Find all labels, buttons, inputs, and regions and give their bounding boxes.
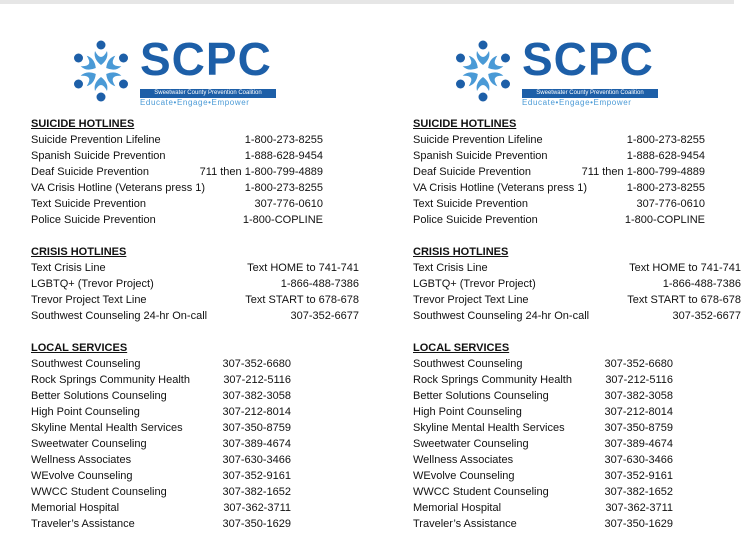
resource-card-right (413, 0, 743, 560)
section-title: SUICIDE HOTLINES (413, 118, 517, 130)
phone-number: 1-800-273-8255 (626, 182, 705, 194)
list-item (31, 212, 361, 228)
list-item (413, 180, 743, 196)
service-name: Southwest Counseling (413, 358, 523, 370)
phone-number: Text START to 678-678 (627, 294, 741, 306)
phone-number: 307-350-8759 (222, 422, 291, 434)
list-item (413, 484, 743, 500)
list-item (413, 260, 743, 276)
suicide-hotlines-section (31, 116, 361, 228)
section-title: LOCAL SERVICES (31, 342, 128, 354)
service-name: Memorial Hospital (413, 502, 502, 514)
service-name: Southwest Counseling (31, 358, 141, 370)
list-item (31, 452, 361, 468)
service-name: Better Solutions Counseling (413, 390, 549, 402)
phone-number: 1-800-COPLINE (624, 214, 705, 226)
list-item (413, 132, 743, 148)
phone-number: 307-350-8759 (604, 422, 673, 434)
service-name: Deaf Suicide Prevention (31, 166, 150, 178)
logo-full-name: Sweetwater County Prevention Coalition (522, 89, 658, 98)
list-item (413, 468, 743, 484)
list-item (31, 468, 361, 484)
phone-number: 307-630-3466 (222, 454, 291, 466)
phone-number: 307-350-1629 (222, 518, 291, 530)
phone-number: 307-382-3058 (604, 390, 673, 402)
service-name: Rock Springs Community Health (413, 374, 572, 386)
people-circle-icon (450, 38, 516, 104)
phone-number: 1-888-628-9454 (626, 150, 705, 162)
list-item (413, 372, 743, 388)
phone-number: 1-888-628-9454 (244, 150, 323, 162)
service-name: Deaf Suicide Prevention (413, 166, 532, 178)
phone-number: 1-866-488-7386 (280, 278, 359, 290)
logo-tagline: Educate•Engage•Empower (522, 98, 632, 107)
phone-number: 307-352-6680 (604, 358, 673, 370)
list-item (31, 388, 361, 404)
service-name: WEvolve Counseling (413, 470, 515, 482)
service-name: Southwest Counseling 24-hr On-call (31, 310, 208, 322)
list-item (31, 292, 361, 308)
phone-number: 1-800-273-8255 (626, 134, 705, 146)
list-item (31, 500, 361, 516)
service-name: Text Crisis Line (31, 262, 106, 274)
list-item (31, 484, 361, 500)
section-title: CRISIS HOTLINES (31, 246, 127, 258)
section-title: LOCAL SERVICES (413, 342, 510, 354)
local-services-section (31, 340, 361, 532)
phone-number: 307-362-3711 (605, 502, 673, 514)
list-item (413, 356, 743, 372)
service-name: High Point Counseling (31, 406, 140, 418)
phone-number: 1-866-488-7386 (662, 278, 741, 290)
crisis-hotlines-section (413, 244, 743, 324)
phone-number: 307-352-9161 (222, 470, 291, 482)
phone-number: 307-212-5116 (605, 374, 673, 386)
service-name: Skyline Mental Health Services (31, 422, 183, 434)
list-item (413, 148, 743, 164)
service-name: Police Suicide Prevention (31, 214, 156, 226)
list-item (31, 356, 361, 372)
list-item (413, 436, 743, 452)
service-name: Text Suicide Prevention (413, 198, 528, 210)
phone-number: 307-350-1629 (604, 518, 673, 530)
phone-number: 307-382-1652 (222, 486, 291, 498)
list-item (413, 164, 743, 180)
service-name: VA Crisis Hotline (Veterans press 1) (413, 182, 588, 194)
service-name: Traveler’s Assistance (31, 518, 135, 530)
phone-number: 307-352-6677 (290, 310, 359, 322)
phone-number: Text HOME to 741-741 (629, 262, 741, 274)
section-title: SUICIDE HOTLINES (31, 118, 135, 130)
scpc-logo (68, 33, 318, 108)
list-item (413, 420, 743, 436)
service-name: Spanish Suicide Prevention (31, 150, 166, 162)
phone-number: 307-776-0610 (636, 198, 705, 210)
service-name: Wellness Associates (31, 454, 132, 466)
list-item (413, 276, 743, 292)
phone-number: 307-389-4674 (222, 438, 291, 450)
phone-number: 307-212-5116 (223, 374, 291, 386)
phone-number: Text HOME to 741-741 (247, 262, 359, 274)
list-item (31, 436, 361, 452)
service-name: Traveler’s Assistance (413, 518, 517, 530)
service-name: VA Crisis Hotline (Veterans press 1) (31, 182, 206, 194)
local-services-section (413, 340, 743, 532)
resource-card-left (31, 0, 361, 560)
service-name: Spanish Suicide Prevention (413, 150, 548, 162)
phone-number: 307-630-3466 (604, 454, 673, 466)
list-item (413, 292, 743, 308)
phone-number: 1-800-273-8255 (244, 182, 323, 194)
list-item (413, 500, 743, 516)
list-item (31, 132, 361, 148)
service-name: Memorial Hospital (31, 502, 120, 514)
phone-number: 307-352-6677 (672, 310, 741, 322)
list-item (31, 148, 361, 164)
service-name: Wellness Associates (413, 454, 514, 466)
phone-number: Text START to 678-678 (245, 294, 359, 306)
logo-acronym: SCPC (140, 33, 272, 85)
service-name: Southwest Counseling 24-hr On-call (413, 310, 590, 322)
service-name: Better Solutions Counseling (31, 390, 167, 402)
service-name: Sweetwater Counseling (31, 438, 147, 450)
service-name: Suicide Prevention Lifeline (31, 134, 161, 146)
list-item (31, 404, 361, 420)
list-item (413, 196, 743, 212)
list-item (31, 308, 361, 324)
service-name: Skyline Mental Health Services (413, 422, 565, 434)
service-name: Rock Springs Community Health (31, 374, 190, 386)
list-item (31, 260, 361, 276)
phone-number: 307-776-0610 (254, 198, 323, 210)
logo-full-name: Sweetwater County Prevention Coalition (140, 89, 276, 98)
service-name: LGBTQ+ (Trevor Project) (413, 278, 536, 290)
phone-number: 711 then 1-800-799-4889 (199, 166, 323, 178)
list-item (31, 164, 361, 180)
list-item (413, 388, 743, 404)
service-name: Suicide Prevention Lifeline (413, 134, 543, 146)
list-item (413, 212, 743, 228)
list-item (413, 308, 743, 324)
list-item (413, 452, 743, 468)
people-circle-icon (68, 38, 134, 104)
phone-number: 307-382-1652 (604, 486, 673, 498)
phone-number: 307-212-8014 (222, 406, 291, 418)
list-item (413, 516, 743, 532)
list-item (31, 516, 361, 532)
service-name: Sweetwater Counseling (413, 438, 529, 450)
service-name: Trevor Project Text Line (413, 294, 529, 306)
service-name: WWCC Student Counseling (31, 486, 167, 498)
crisis-hotlines-section (31, 244, 361, 324)
logo-acronym: SCPC (522, 33, 654, 85)
list-item (31, 196, 361, 212)
list-item (31, 372, 361, 388)
service-name: High Point Counseling (413, 406, 522, 418)
phone-number: 711 then 1-800-799-4889 (581, 166, 705, 178)
service-name: LGBTQ+ (Trevor Project) (31, 278, 154, 290)
service-name: WEvolve Counseling (31, 470, 133, 482)
phone-number: 307-382-3058 (222, 390, 291, 402)
phone-number: 307-362-3711 (223, 502, 291, 514)
list-item (31, 420, 361, 436)
scpc-logo (450, 33, 700, 108)
suicide-hotlines-section (413, 116, 743, 228)
section-title: CRISIS HOTLINES (413, 246, 509, 258)
logo-tagline: Educate•Engage•Empower (140, 98, 250, 107)
phone-number: 307-212-8014 (604, 406, 673, 418)
service-name: Text Crisis Line (413, 262, 488, 274)
phone-number: 1-800-273-8255 (244, 134, 323, 146)
service-name: Police Suicide Prevention (413, 214, 538, 226)
phone-number: 307-352-9161 (604, 470, 673, 482)
list-item (413, 404, 743, 420)
list-item (31, 180, 361, 196)
phone-number: 1-800-COPLINE (242, 214, 323, 226)
phone-number: 307-352-6680 (222, 358, 291, 370)
service-name: WWCC Student Counseling (413, 486, 549, 498)
phone-number: 307-389-4674 (604, 438, 673, 450)
service-name: Trevor Project Text Line (31, 294, 147, 306)
list-item (31, 276, 361, 292)
service-name: Text Suicide Prevention (31, 198, 146, 210)
